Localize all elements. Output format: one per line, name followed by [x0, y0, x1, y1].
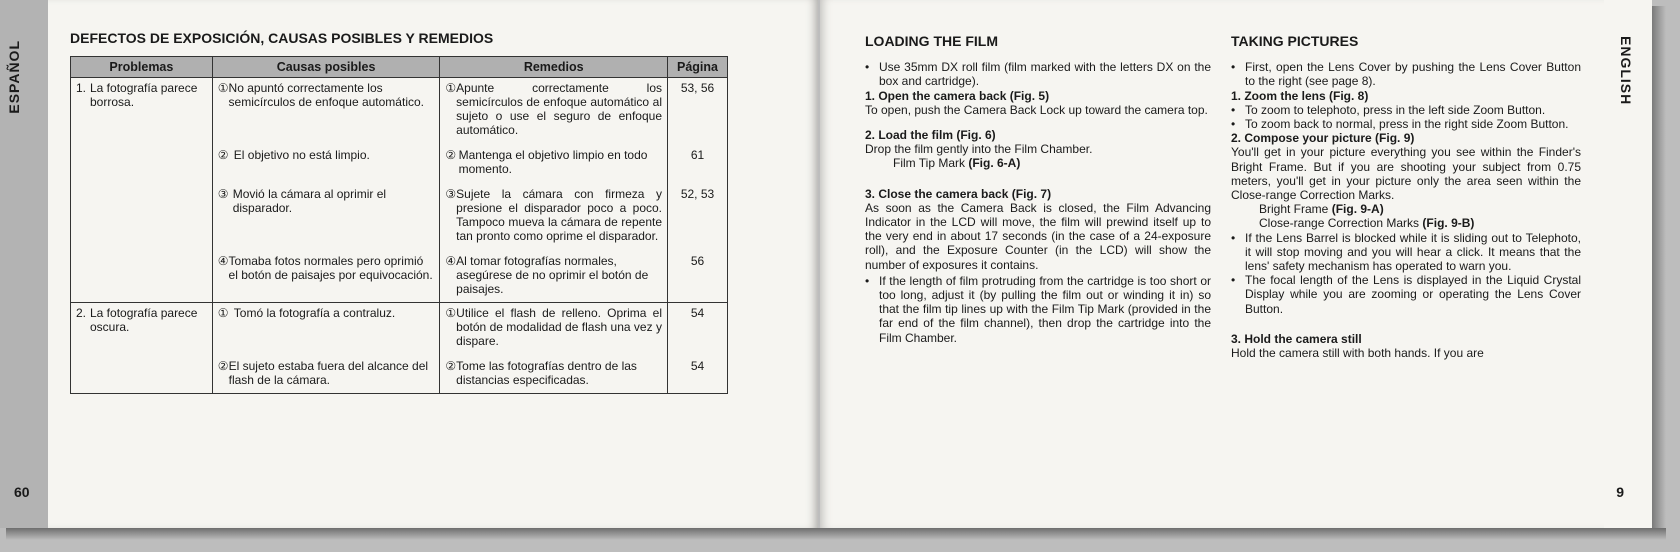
- remedy-number: ①: [445, 81, 457, 95]
- language-tab-spanish: [0, 0, 48, 528]
- bullet-icon: •: [865, 273, 870, 288]
- cause-text: El objetivo no está limpio.: [233, 148, 370, 162]
- problem-number: 1.: [76, 81, 87, 95]
- remedy-text: Apunte correctamente los semicírculos de enfoque automático al sujeto o use el seguro de enfoque automático.: [456, 81, 662, 137]
- figure-label: Film Tip Mark: [893, 156, 965, 171]
- figure-ref: (Fig. 6-A): [968, 156, 1021, 171]
- figure-label: Bright Frame: [1259, 202, 1329, 217]
- remedy-cell: [440, 351, 668, 394]
- page-shadow-bottom: [6, 528, 1666, 540]
- cause-number: ③: [217, 187, 229, 201]
- cause-text: Tomó la fotografía a contraluz.: [233, 306, 396, 320]
- problem-cell: [71, 78, 213, 303]
- step-text: As soon as the Camera Back is closed, the Film Advancing Indicator in the LCD will move, the film will prewind itself up to the very end in about 17 seconds (in the case of a 24-exposure roll), and the Exposure Counter (in the LCD) will show the number of exposures it contains.: [865, 200, 1211, 272]
- cause-cell: [212, 351, 440, 394]
- page-number-left: 60: [14, 484, 30, 500]
- problem-text: La fotografía parece borrosa.: [90, 81, 198, 109]
- step-title: 1. Open the camera back (Fig. 5): [865, 88, 1050, 103]
- step-title: 2. Load the film (Fig. 6): [865, 128, 996, 143]
- cause-cell: [212, 78, 440, 141]
- troubleshooting-table: [70, 56, 728, 394]
- bullet-item: [1231, 103, 1581, 117]
- step-title: 3. Hold the camera still: [1231, 331, 1362, 346]
- cause-cell: [212, 246, 440, 303]
- side-label-espanol: ESPAÑOL: [6, 40, 22, 114]
- remedy-cell: [440, 140, 668, 179]
- step-title: 3. Close the camera back (Fig. 7): [865, 186, 1052, 201]
- step-text: Drop the film gently into the Film Chamber.: [865, 142, 1093, 157]
- page-cell: 52, 53: [668, 179, 728, 246]
- remedy-text: Sujete la cámara con firmeza y presione el disparador poco a poco. Tampoco mueva la cámara de repente tan pronto como oprime el disparador.: [456, 187, 662, 243]
- remedy-text: Tome las fotografías dentro de las distancias especificadas.: [456, 359, 637, 387]
- table-title: DEFECTOS DE EXPOSICIÓN, CAUSAS POSIBLES Y REMEDIOS: [70, 30, 494, 46]
- header-pagina: Página: [668, 57, 728, 78]
- page-cell: 54: [668, 351, 728, 394]
- step-text: You'll get in your picture everything you see within the Finder's Bright Frame. But if you are shooting your subject from 0.75 meters, you'll get in your picture only the area seen within the Close-range Correction Marks.: [1231, 145, 1581, 203]
- problem-cell: [71, 303, 213, 394]
- remedy-text: Al tomar fotografías normales, asegúrese de no oprimir el botón de paisajes.: [456, 254, 649, 296]
- cause-text: El sujeto estaba fuera del alcance del flash de la cámara.: [228, 359, 429, 387]
- bullet-item: [1231, 60, 1581, 88]
- figure-reference: [1231, 216, 1581, 230]
- remedy-number: ②: [445, 359, 457, 373]
- cause-text: Movió la cámara al oprimir el disparador.: [232, 187, 387, 215]
- bullet-icon: •: [1231, 117, 1236, 132]
- bullet-text: First, open the Lens Cover by pushing the Lens Cover Button to the right (see page 8).: [1245, 60, 1581, 89]
- remedy-number: ②: [445, 148, 457, 162]
- page-cell: 54: [668, 303, 728, 352]
- remedy-cell: [440, 179, 668, 246]
- cause-text: Tomaba fotos normales pero oprimió el botón de paisajes por equivocación.: [228, 254, 433, 282]
- table-row: [71, 78, 728, 141]
- problem-number: 2.: [76, 306, 87, 320]
- bullet-icon: •: [1231, 60, 1236, 75]
- header-causas: Causas posibles: [212, 57, 440, 78]
- loading-film-column: [865, 34, 1211, 345]
- left-page: [0, 0, 818, 528]
- side-label-english: ENGLISH: [1618, 36, 1634, 106]
- taking-pictures-column: [1231, 34, 1581, 360]
- problem-text: La fotografía parece oscura.: [90, 306, 198, 334]
- page-cell: 53, 56: [668, 78, 728, 141]
- bullet-icon: •: [1231, 230, 1236, 245]
- cause-number: ④: [217, 254, 229, 268]
- section-title-loading: LOADING THE FILM: [865, 33, 998, 49]
- step-title: 1. Zoom the lens (Fig. 8): [1231, 88, 1369, 103]
- page-cell: 56: [668, 246, 728, 303]
- cause-number: ②: [217, 359, 229, 373]
- cause-cell: [212, 140, 440, 179]
- bullet-item: [1231, 231, 1581, 274]
- header-problemas: Problemas: [71, 57, 213, 78]
- table-row: [71, 303, 728, 352]
- step-text: To open, push the Camera Back Lock up toward the camera top.: [865, 102, 1208, 117]
- cause-cell: [212, 303, 440, 352]
- bullet-text: The focal length of the Lens is displayed in the Liquid Crystal Display while you are zooming or operating the Lens Cover Button.: [1245, 273, 1581, 316]
- remedy-number: ④: [445, 254, 457, 268]
- cause-text: No apuntó correctamente los semicírculos de enfoque automático.: [228, 81, 424, 109]
- cause-number: ②: [217, 148, 229, 162]
- remedy-cell: [440, 78, 668, 141]
- bullet-icon: •: [1231, 273, 1236, 288]
- remedy-cell: [440, 303, 668, 352]
- remedy-number: ③: [445, 187, 457, 201]
- cause-number: ①: [217, 81, 229, 95]
- figure-label: Close-range Correction Marks: [1259, 216, 1420, 231]
- bullet-icon: •: [865, 60, 870, 75]
- bullet-item: [865, 60, 1211, 88]
- section-title-taking: TAKING PICTURES: [1231, 33, 1359, 49]
- step-text: Hold the camera still with both hands. If you are: [1231, 346, 1484, 361]
- bullet-icon: •: [1231, 102, 1236, 117]
- page-shadow-right: [1652, 6, 1666, 536]
- table-header-row: [71, 57, 728, 78]
- bullet-text: To zoom back to normal, press in the right side Zoom Button.: [1245, 117, 1569, 132]
- remedy-cell: [440, 246, 668, 303]
- language-tab-english: [1604, 0, 1652, 528]
- remedy-text: Mantenga el objetivo limpio en todo momento.: [458, 148, 648, 176]
- figure-ref: (Fig. 9-B): [1422, 216, 1475, 231]
- bullet-text: Use 35mm DX roll film (film marked with the letters DX on the box and cartridge).: [879, 60, 1211, 89]
- bullet-item: [1231, 273, 1581, 316]
- cause-cell: [212, 179, 440, 246]
- bullet-text: If the length of film protruding from the cartridge is too short or too long, adjust it (by pulling the film out or winding it in) so that the film tip lines up with the Film Tip Mark (provided in the far end of the film channel), then drop the cartridge into the Film Chamber.: [879, 273, 1211, 345]
- header-remedios: Remedios: [440, 57, 668, 78]
- step-title: 2. Compose your picture (Fig. 9): [1231, 131, 1415, 146]
- remedy-number: ①: [445, 306, 457, 320]
- remedy-text: Utilice el flash de relleno. Oprima el botón de modalidad de flash una vez y dispare.: [456, 306, 662, 348]
- figure-ref: (Fig. 9-A): [1331, 202, 1384, 217]
- page-number-right: 9: [1616, 484, 1624, 500]
- figure-reference: [865, 156, 1211, 170]
- bullet-text: If the Lens Barrel is blocked while it is sliding out to Telephoto, it will stop moving and you will hear a click. It means that the lens' safety mechanism has operated to warn you.: [1245, 230, 1581, 274]
- bullet-item: [865, 274, 1211, 345]
- bullet-item: [1231, 117, 1581, 131]
- bullet-text: To zoom to telephoto, press in the left side Zoom Button.: [1245, 102, 1546, 117]
- page-cell: 61: [668, 140, 728, 179]
- cause-number: ①: [217, 306, 229, 320]
- figure-reference: [1231, 202, 1581, 216]
